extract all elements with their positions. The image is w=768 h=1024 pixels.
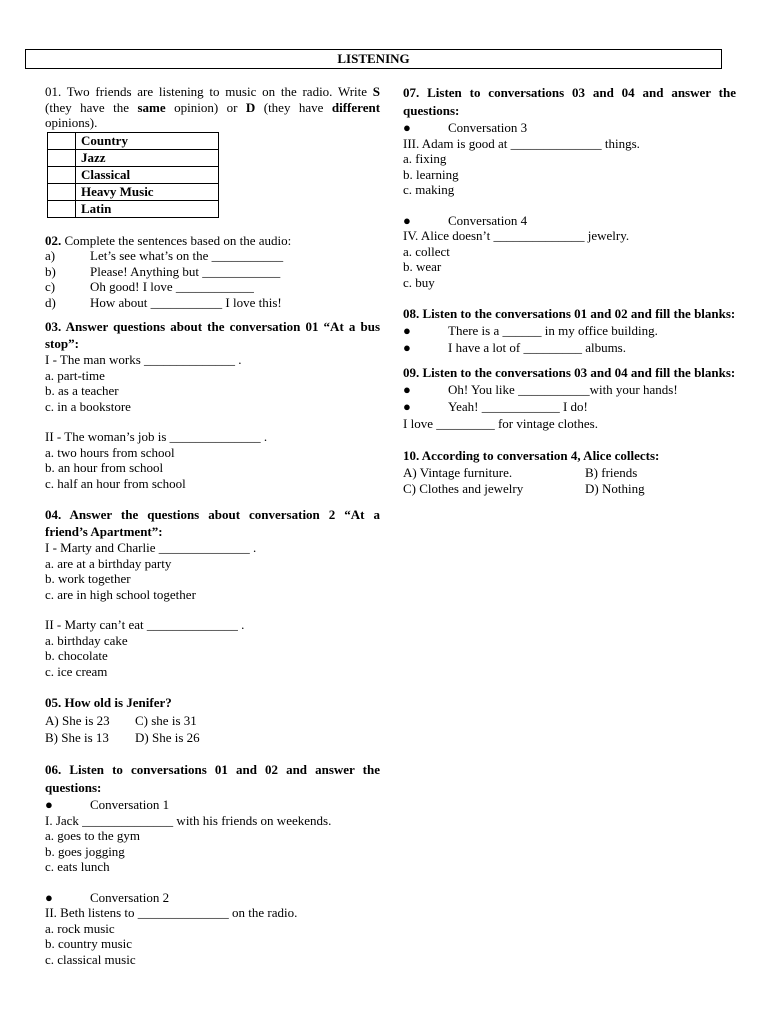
option: b. wear xyxy=(403,259,442,274)
option: b. country music xyxy=(45,936,133,951)
answer-cell[interactable] xyxy=(48,183,76,200)
option: D) She is 26 xyxy=(135,730,200,745)
option: c. buy xyxy=(403,274,435,290)
genre-cell: Country xyxy=(76,132,219,149)
option: a. collect xyxy=(403,243,450,259)
music-genre-table xyxy=(47,132,219,218)
bullet-item: ● Conversation 3 xyxy=(403,120,528,135)
q02-instruction: 02. Complete the sentences based on the audio: xyxy=(45,232,292,248)
bullet-item: ● Conversation 1 xyxy=(45,797,170,812)
genre-cell: Heavy Music xyxy=(76,183,219,200)
bullet-icon: ● xyxy=(403,340,411,355)
bullet-icon: ● xyxy=(45,889,53,905)
answer-cell[interactable] xyxy=(48,132,76,149)
q03-heading: 03. Answer questions about the conversation 01 “At a bus stop”: xyxy=(45,319,380,351)
option: b. learning xyxy=(403,166,459,182)
option: B) She is 13 xyxy=(45,730,109,745)
bullet-item: ● Conversation 4 xyxy=(403,212,528,228)
q10-row xyxy=(403,481,736,497)
q09-tail: I love _________ for vintage clothes. xyxy=(403,416,598,431)
q07-iv-prompt: IV. Alice doesn’t ______________ jewelry. xyxy=(403,228,630,243)
option: c. ice cream xyxy=(45,663,108,679)
genre-cell: Latin xyxy=(76,200,219,217)
q09-heading: 09. Listen to the conversations 03 and 04 and fill the blanks: xyxy=(403,365,736,380)
answer-cell[interactable] xyxy=(48,200,76,217)
option: a. goes to the gym xyxy=(45,828,140,843)
q04-heading: 04. Answer the questions about conversation 2 “At a friend’s Apartment”: xyxy=(45,507,380,539)
option: D) Nothing xyxy=(585,480,645,496)
table-row xyxy=(48,132,219,149)
q01-instruction: 01. Two friends are listening to music on the radio. Write S (they have the same opinion) or D (they have different opinions). xyxy=(45,84,381,130)
bullet-icon: ● xyxy=(403,120,411,135)
left-column xyxy=(45,84,380,967)
option: c. making xyxy=(403,182,455,197)
option: A) Vintage furniture. xyxy=(403,465,513,480)
bullet-icon: ● xyxy=(403,399,411,414)
bullet-item: ● There is a ______ in my office building. xyxy=(403,323,658,338)
option: a. two hours from school xyxy=(45,444,175,460)
option: a. part-time xyxy=(45,367,105,383)
option: a. are at a birthday party xyxy=(45,555,172,571)
bullet-item: ● Oh! You like ___________with your hands! xyxy=(403,382,678,397)
option: b. goes jogging xyxy=(45,843,125,859)
option: C) Clothes and jewelry xyxy=(403,480,524,496)
table-row xyxy=(48,200,219,217)
table-row xyxy=(48,149,219,166)
option: a. rock music xyxy=(45,920,115,936)
q06-i-prompt: I. Jack ______________ with his friends on weekends. xyxy=(45,812,332,828)
option: B) friends xyxy=(585,465,638,480)
option: c. in a bookstore xyxy=(45,398,131,414)
bullet-icon: ● xyxy=(45,797,53,812)
answer-cell[interactable] xyxy=(48,149,76,166)
option: c. half an hour from school xyxy=(45,475,186,491)
bullet-icon: ● xyxy=(403,212,411,228)
q04-ii-prompt: II - Marty can’t eat ______________ . xyxy=(45,617,245,632)
option: b. work together xyxy=(45,571,131,586)
section-title: LISTENING xyxy=(25,49,722,69)
q07-heading: 07. Listen to conversations 03 and 04 and answer the questions: xyxy=(403,85,736,118)
option: A) She is 23 xyxy=(45,713,110,728)
option: c. classical music xyxy=(45,951,136,967)
q04-i-prompt: I - Marty and Charlie ______________ . xyxy=(45,540,257,555)
option: c. eats lunch xyxy=(45,859,110,874)
q10-heading: 10. According to conversation 4, Alice collects: xyxy=(403,448,660,463)
bullet-item: ● I have a lot of _________ albums. xyxy=(403,340,626,355)
table-row xyxy=(48,166,219,183)
q06-heading: 06. Listen to conversations 01 and 02 and answer the questions: xyxy=(45,762,380,795)
option: b. chocolate xyxy=(45,648,108,663)
option: c. are in high school together xyxy=(45,586,196,602)
bullet-item: ● Conversation 2 xyxy=(45,889,170,905)
q03-ii-prompt: II - The woman’s job is ______________ . xyxy=(45,429,268,444)
option: b. as a teacher xyxy=(45,383,119,398)
right-column xyxy=(403,84,736,496)
bullet-icon: ● xyxy=(403,323,411,338)
bullet-icon: ● xyxy=(403,382,411,397)
answer-cell[interactable] xyxy=(48,166,76,183)
q08-heading: 08. Listen to the conversations 01 and 02 and fill the blanks: xyxy=(403,306,736,321)
q07-iii-prompt: III. Adam is good at ______________ things. xyxy=(403,135,640,151)
q02-item: a) Let’s see what’s on the ___________ xyxy=(45,248,284,263)
q02-item: c) Oh good! I love ____________ xyxy=(45,279,254,294)
option: C) she is 31 xyxy=(135,713,197,728)
q10-row xyxy=(403,465,736,481)
option: b. an hour from school xyxy=(45,460,164,475)
q02-item: b) Please! Anything but ____________ xyxy=(45,263,281,279)
option: a. fixing xyxy=(403,151,447,166)
q06-ii-prompt: II. Beth listens to ______________ on the radio. xyxy=(45,905,298,920)
genre-cell: Jazz xyxy=(76,149,219,166)
option: a. birthday cake xyxy=(45,632,128,648)
q05-row xyxy=(45,729,380,746)
bullet-item: ● Yeah! ____________ I do! xyxy=(403,399,588,414)
q05-heading: 05. How old is Jenifer? xyxy=(45,695,172,710)
table-row xyxy=(48,183,219,200)
genre-cell: Classical xyxy=(76,166,219,183)
q02-item: d) How about ___________ I love this! xyxy=(45,294,282,310)
q03-i-prompt: I - The man works ______________ . xyxy=(45,352,242,367)
q05-row xyxy=(45,712,380,729)
